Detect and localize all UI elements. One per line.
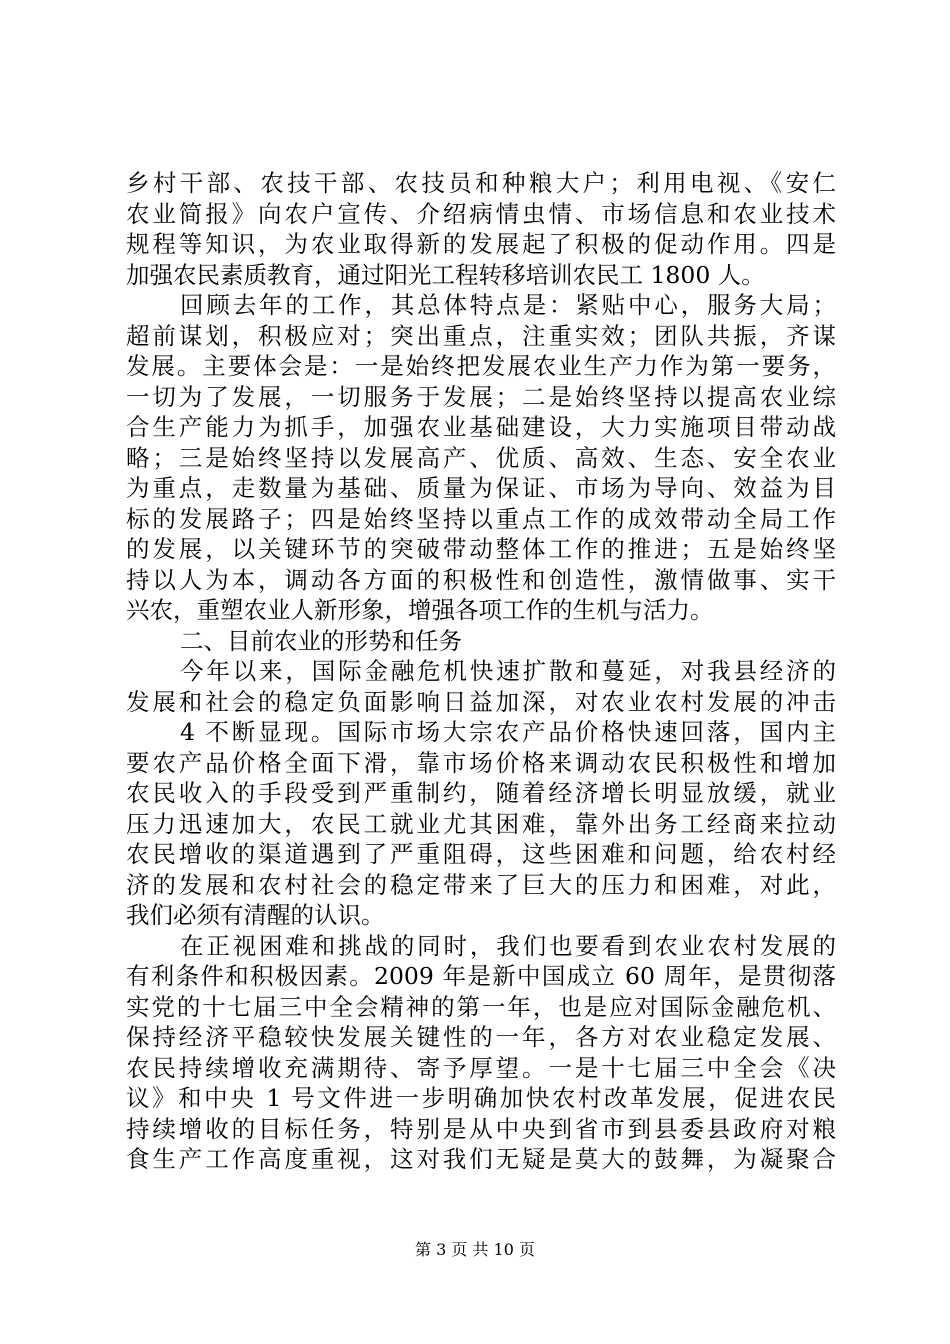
text-line: 略；三是始终坚持以发展高产、优质、高效、生态、安全农业	[126, 443, 836, 472]
text-line: 加强农民素质教育，通过阳光工程转移培训农民工 1800 人。	[126, 260, 765, 289]
text-line: 规程等知识，为农业取得新的发展起了积极的促动作用。四是	[126, 230, 836, 258]
text-line: 超前谋划，积极应对；突出重点，注重实效；团队共振，齐谋	[126, 321, 836, 350]
text-line: 发展。主要体会是：一是始终把发展农业生产力作为第一要务，	[126, 352, 836, 380]
text-line: 实党的十七届三中全会精神的第一年，也是应对国际金融危机、	[126, 992, 836, 1021]
text-line: 今年以来，国际金融危机快速扩散和蔓延，对我县经济的	[180, 657, 836, 685]
text-line: 农民增收的渠道遇到了严重阻碍，这些困难和问题，给农村经	[126, 840, 836, 868]
text-line: 乡村干部、农技干部、农技员和种粮大户；利用电视、《安仁	[126, 169, 836, 197]
text-line: 发展和社会的稳定负面影响日益加深，对农业农村发展的冲击	[126, 687, 836, 716]
text-line: 标的发展路子；四是始终坚持以重点工作的成效带动全局工作	[126, 504, 836, 533]
text-line: 为重点，走数量为基础、质量为保证、市场为导向、效益为目	[126, 474, 836, 502]
text-line: 济的发展和农村社会的稳定带来了巨大的压力和困难，对此，	[126, 870, 836, 899]
text-line: 在正视困难和挑战的同时，我们也要看到农业农村发展的	[180, 931, 836, 960]
text-line: 农民持续增收充满期待、寄予厚望。一是十七届三中全会《决	[126, 1053, 836, 1082]
text-line: 二、目前农业的形势和任务	[180, 626, 462, 655]
text-line: 有利条件和积极因素。2009 年是新中国成立 60 周年，是贯彻落	[126, 962, 836, 990]
text-line: 合生产能力为抓手，加强农业基础建设，大力实施项目带动战	[126, 413, 836, 441]
text-line: 农业简报》向农户宣传、介绍病情虫情、市场信息和农业技术	[126, 199, 836, 228]
text-line: 农民收入的手段受到严重制约，随着经济增长明显放缓，就业	[126, 779, 836, 807]
text-line: 持以人为本，调动各方面的积极性和创造性，激情做事、实干	[126, 565, 836, 594]
text-line: 议》和中央 1 号文件进一步明确加快农村改革发展，促进农民	[126, 1084, 836, 1112]
page-number-footer: 第 3 页 共 10 页	[415, 1240, 535, 1259]
text-line: 要农产品价格全面下滑，靠市场价格来调动农民积极性和增加	[126, 748, 836, 777]
text-line: 兴农，重塑农业人新形象，增强各项工作的生机与活力。	[126, 596, 714, 624]
text-line: 食生产工作高度重视，这对我们无疑是莫大的鼓舞，为凝聚合	[126, 1145, 836, 1173]
text-line: 持续增收的目标任务，特别是从中央到省市到县委县政府对粮	[126, 1114, 836, 1143]
text-line: 一切为了发展，一切服务于发展；二是始终坚持以提高农业综	[126, 382, 836, 411]
text-line: 4 不断显现。国际市场大宗农产品价格快速回落，国内主	[180, 718, 836, 746]
text-line: 保持经济平稳较快发展关键性的一年，各方对农业稳定发展、	[126, 1023, 836, 1051]
text-line: 回顾去年的工作，其总体特点是：紧贴中心，服务大局；	[180, 291, 836, 319]
document-body	[126, 168, 836, 1175]
text-line: 的发展，以关键环节的突破带动整体工作的推进；五是始终坚	[126, 535, 836, 563]
text-line: 压力迅速加大，农民工就业尤其困难，靠外出务工经商来拉动	[126, 809, 836, 838]
text-line: 我们必须有清醒的认识。	[126, 901, 385, 929]
